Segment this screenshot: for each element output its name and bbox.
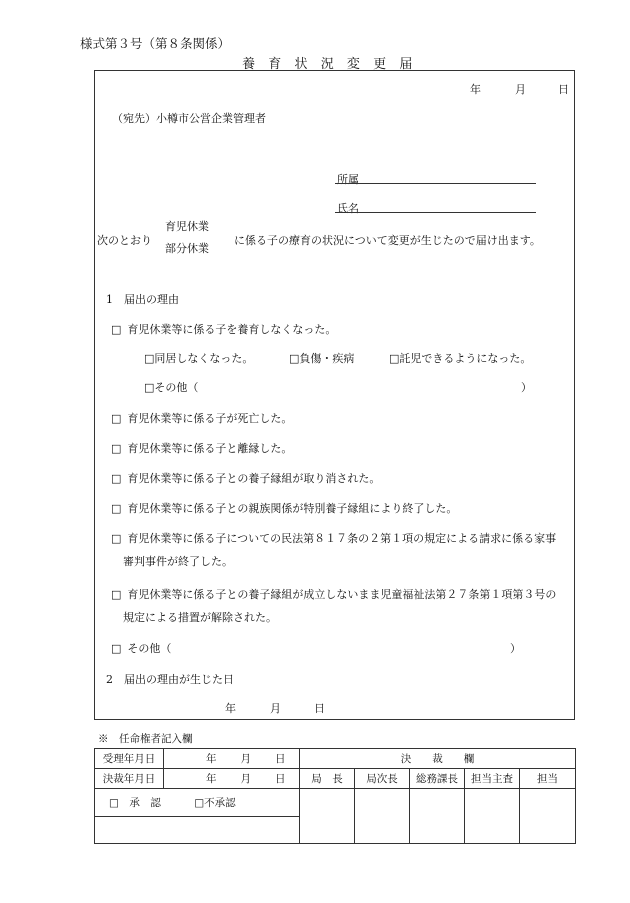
sub-injury-illness[interactable]: □負傷・疾病 [289, 352, 355, 365]
leave-type-partial: 部分休業 [165, 242, 209, 255]
seal-deputy-director[interactable] [355, 789, 410, 844]
approval-choice[interactable] [95, 789, 300, 817]
occurrence-month: 月 [270, 702, 281, 715]
name-line[interactable] [335, 212, 536, 213]
checkbox[interactable]: □ [111, 588, 122, 601]
seal-staff-in-charge[interactable] [520, 789, 576, 844]
checkbox[interactable]: □ [111, 412, 122, 425]
reason-item-family-court[interactable]: □ 育児休業等に係る子についての民法第８１７条の２第１項の規定による請求に係る家事 [111, 532, 557, 545]
role-chief-in-charge: 担当主査 [465, 769, 520, 789]
reason-item-dissolution[interactable]: □ 育児休業等に係る子と離縁した。 [111, 442, 293, 455]
remarks-field[interactable] [95, 817, 300, 844]
role-staff-in-charge: 担当 [520, 769, 576, 789]
sub-other[interactable]: □その他（ [144, 381, 199, 394]
received-date-label: 受理年月日 [95, 749, 164, 769]
admin-table [94, 748, 576, 844]
admin-heading: ※ 任命権者記入欄 [98, 733, 193, 745]
approval-column-header: 決 裁 欄 [300, 749, 576, 769]
reason-item-death[interactable]: □ 育児休業等に係る子が死亡した。 [111, 412, 293, 425]
page-title: 養 育 状 況 変 更 届 [242, 57, 417, 72]
checkbox[interactable]: □ [111, 502, 122, 515]
section1-heading: 1 届出の理由 [106, 293, 179, 306]
section2-heading: 2 届出の理由が生じた日 [106, 673, 234, 686]
checkbox[interactable]: □ [111, 323, 122, 336]
affiliation-label: 所属 [337, 173, 359, 186]
reason-item-special-adoption[interactable]: □ 育児休業等に係る子との親族関係が特別養子縁組により終了した。 [111, 502, 458, 515]
date-year: 年 [470, 83, 481, 96]
decision-date-label: 決裁年月日 [95, 769, 164, 789]
seal-chief-in-charge[interactable] [465, 789, 520, 844]
approve-checkbox[interactable]: □ 承 認 [109, 797, 161, 809]
reason-item-not-raising[interactable]: □ 育児休業等に係る子を養育しなくなった。 [111, 323, 337, 336]
leave-type-childcare: 育児休業 [165, 220, 209, 233]
statement-suffix: に係る子の療育の状況について変更が生じたので届け出ます。 [234, 234, 541, 247]
received-date-field[interactable]: 年 月 日 [164, 749, 300, 769]
checkbox[interactable]: □ [111, 642, 122, 655]
statement-prefix: 次のとおり [97, 234, 152, 247]
disapprove-checkbox[interactable]: □不承認 [194, 797, 236, 809]
reason-item-measure-lifted-line2: 規定による措置が解除された。 [123, 611, 277, 624]
checkbox[interactable]: □ [111, 472, 122, 485]
reason-item-other-close: ） [510, 642, 521, 655]
seal-general-affairs-manager[interactable] [410, 789, 465, 844]
sub-not-cohabiting[interactable]: □同居しなくなった。 [144, 352, 254, 365]
occurrence-day: 日 [314, 702, 325, 715]
reason-item-measure-lifted[interactable]: □ 育児休業等に係る子との養子縁組が成立しないまま児童福祉法第２７条第１項第３号の [111, 588, 557, 601]
form-number: 様式第３号（第８条関係） [80, 36, 231, 51]
role-director: 局 長 [300, 769, 355, 789]
occurrence-year: 年 [225, 702, 236, 715]
reason-item-other[interactable]: □ その他（ [111, 642, 172, 655]
addressee: （宛先）小樽市公営企業管理者 [112, 112, 266, 125]
reason-item-adoption-cancelled[interactable]: □ 育児休業等に係る子との養子縁組が取り消された。 [111, 472, 381, 485]
date-day: 日 [558, 83, 569, 96]
affiliation-line[interactable] [335, 183, 536, 184]
decision-date-field[interactable]: 年 月 日 [164, 769, 300, 789]
sub-daycare-available[interactable]: □託児できるようになった。 [389, 352, 532, 365]
date-month: 月 [515, 83, 526, 96]
checkbox[interactable]: □ [111, 532, 122, 545]
seal-director[interactable] [300, 789, 355, 844]
sub-other-close: ） [521, 381, 532, 394]
name-label: 氏名 [337, 202, 359, 215]
checkbox[interactable]: □ [111, 442, 122, 455]
role-deputy-director: 局次長 [355, 769, 410, 789]
role-general-affairs-manager: 総務課長 [410, 769, 465, 789]
reason-item-family-court-line2: 審判事件が終了した。 [123, 555, 233, 568]
